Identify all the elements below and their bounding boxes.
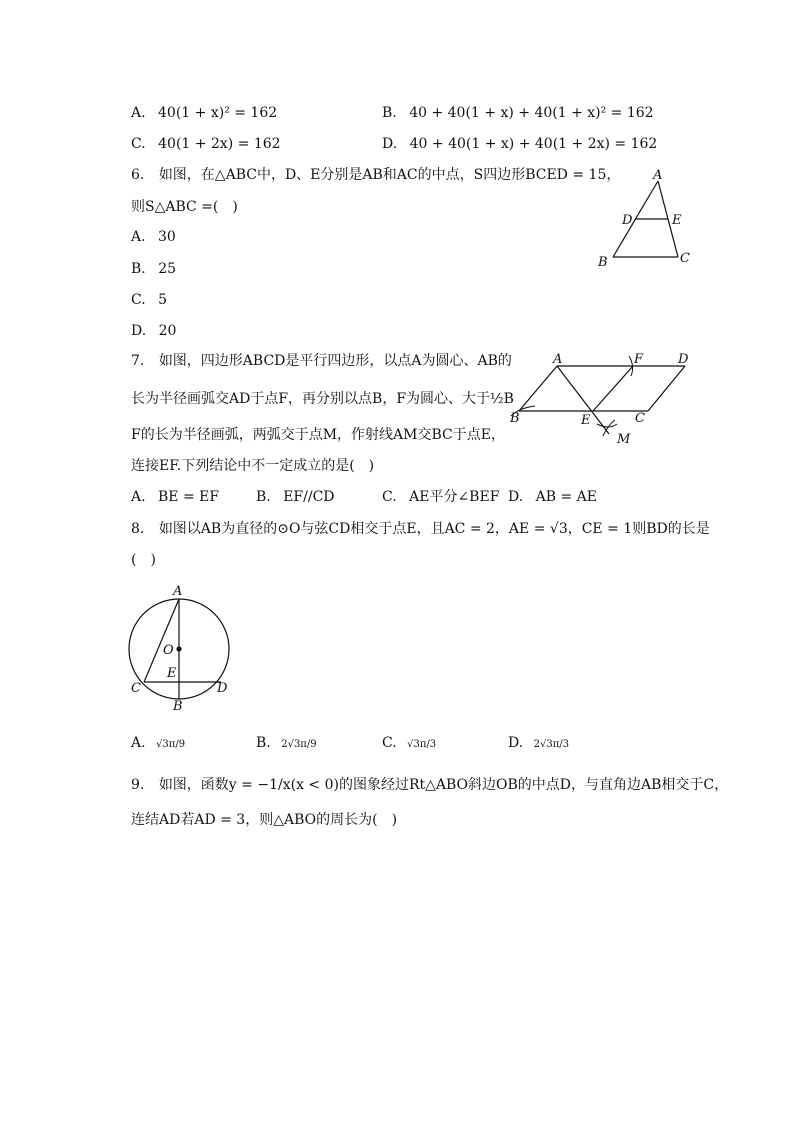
q8-option-a [131, 734, 185, 754]
q7-option-d [508, 488, 597, 506]
q8-label-a: A [173, 584, 183, 599]
q5-option-b-label: B. [382, 105, 397, 121]
q6-option-d [131, 322, 176, 340]
q6-option-c-label: C. [131, 292, 146, 308]
q8-option-d-text: 2√3π/3 [533, 739, 570, 750]
q7-stem-line2 [131, 390, 514, 408]
q5-option-c [131, 135, 281, 153]
q8-text-line2: ( ) [131, 552, 156, 568]
q8-text-line1: 如图以AB为直径的⊙O与弦CD相交于点E，且AC = 2，AE = √3，CE = 1则BD的长是 [158, 521, 710, 537]
q7-stem-line3 [131, 426, 505, 444]
q6-label-a: A [653, 168, 663, 183]
q8-option-b-label: B. [256, 735, 271, 751]
q8-number: 8. [131, 521, 145, 537]
q5-option-d [382, 135, 657, 153]
q9-stem-line1 [131, 776, 728, 794]
q7-label-d: D [678, 352, 689, 367]
q7-stem-line4 [131, 457, 374, 475]
q9-stem-line2 [131, 811, 397, 829]
q6-text-line1: 如图，在△ABC中，D、E分别是AB和AC的中点，S四边形BCED = 15， [158, 167, 621, 183]
q7-option-b [256, 488, 335, 506]
q6-option-a-text: 30 [158, 229, 176, 245]
q7-option-d-label: D. [508, 489, 524, 505]
q7-label-m: M [617, 432, 631, 447]
q6-option-a [131, 228, 176, 246]
q5-option-d-text: 40 + 40(1 + x) + 40(1 + 2x) = 162 [409, 136, 658, 152]
q7-text-line3: F的长为半径画弧，两弧交于点M，作射线AM交BC于点E， [131, 427, 505, 443]
q6-option-b-label: B. [131, 261, 146, 277]
q7-label-b: B [510, 411, 520, 426]
q6-number: 6. [131, 167, 145, 183]
q5-option-b [382, 104, 654, 122]
q7-option-a-text: BE = EF [158, 489, 220, 505]
q6-stem-line1 [131, 166, 620, 184]
q7-option-b-label: B. [256, 489, 271, 505]
q8-label-d: D [217, 681, 228, 696]
q6-option-c [131, 291, 167, 309]
q9-number: 9. [131, 777, 145, 793]
q8-stem-line2 [131, 551, 156, 569]
q6-label-d: D [622, 213, 633, 228]
q9-text-line1: 如图，函数y = −1/x(x < 0)的图象经过Rt△ABO斜边OB的中点D，与直角边AB相交于C， [158, 777, 729, 793]
q7-label-e: E [581, 413, 591, 428]
q6-stem-line2 [131, 198, 238, 216]
q6-option-d-text: 20 [158, 323, 177, 339]
q7-parallelogram-figure [505, 350, 705, 450]
q5-option-a-label: A. [131, 105, 146, 121]
q7-number: 7. [131, 353, 145, 369]
q8-option-a-label: A. [131, 735, 146, 751]
q8-option-c-label: C. [382, 735, 397, 751]
q7-option-c [382, 488, 499, 506]
q6-text-line2: 则S△ABC =( ) [131, 199, 238, 215]
q7-text-line1: 如图，四边形ABCD是平行四边形，以点A为圆心、AB的 [158, 353, 512, 369]
q7-stem-line1 [131, 352, 512, 370]
q8-circle-figure [125, 582, 255, 712]
q9-text-line2: 连结AD若AD = 3，则△ABO的周长为( ) [131, 812, 398, 828]
q6-option-d-label: D. [131, 323, 147, 339]
q7-option-a [131, 488, 219, 506]
q6-option-a-label: A. [131, 229, 146, 245]
q7-option-c-text: AE平分∠BEF [409, 489, 500, 505]
q8-option-d [508, 734, 569, 754]
q6-option-b [131, 260, 176, 278]
q8-stem-line1 [131, 520, 710, 538]
q7-text-line4: 连接EF.下列结论中不一定成立的是( ) [131, 458, 375, 474]
q6-option-b-text: 25 [158, 261, 177, 277]
q5-option-c-label: C. [131, 136, 146, 152]
q5-option-b-text: 40 + 40(1 + x) + 40(1 + x)² = 162 [409, 105, 654, 121]
q7-label-c: C [635, 411, 645, 426]
q8-option-c-text: √3π/3 [407, 739, 437, 750]
q7-text-line2: 长为半径画弧交AD于点F，再分别以点B，F为圆心、大于½B [131, 391, 514, 407]
q7-label-f: F [634, 352, 644, 367]
q8-option-d-label: D. [508, 735, 524, 751]
q6-label-e: E [672, 213, 682, 228]
q7-label-a: A [553, 352, 563, 367]
q8-option-a-text: √3π/9 [156, 739, 186, 750]
q5-option-a [131, 104, 277, 122]
q5-option-c-text: 40(1 + 2x) = 162 [158, 136, 281, 152]
q6-option-c-text: 5 [158, 292, 168, 308]
q7-option-b-text: EF//CD [283, 489, 335, 505]
q6-label-c: C [680, 251, 690, 266]
q8-label-c: C [131, 681, 141, 696]
q6-triangle-figure [590, 165, 700, 275]
q8-option-c [382, 734, 436, 754]
q8-label-b: B [173, 699, 183, 714]
q5-option-a-text: 40(1 + x)² = 162 [158, 105, 278, 121]
q8-option-b [256, 734, 317, 754]
q7-option-c-label: C. [382, 489, 397, 505]
q7-option-a-label: A. [131, 489, 146, 505]
q7-option-d-text: AB = AE [535, 489, 597, 505]
q8-label-e: E [167, 666, 177, 681]
q6-label-b: B [598, 255, 608, 270]
q8-option-b-text: 2√3π/9 [281, 739, 317, 750]
q5-option-d-label: D. [382, 136, 398, 152]
q8-label-o: O [163, 643, 174, 658]
